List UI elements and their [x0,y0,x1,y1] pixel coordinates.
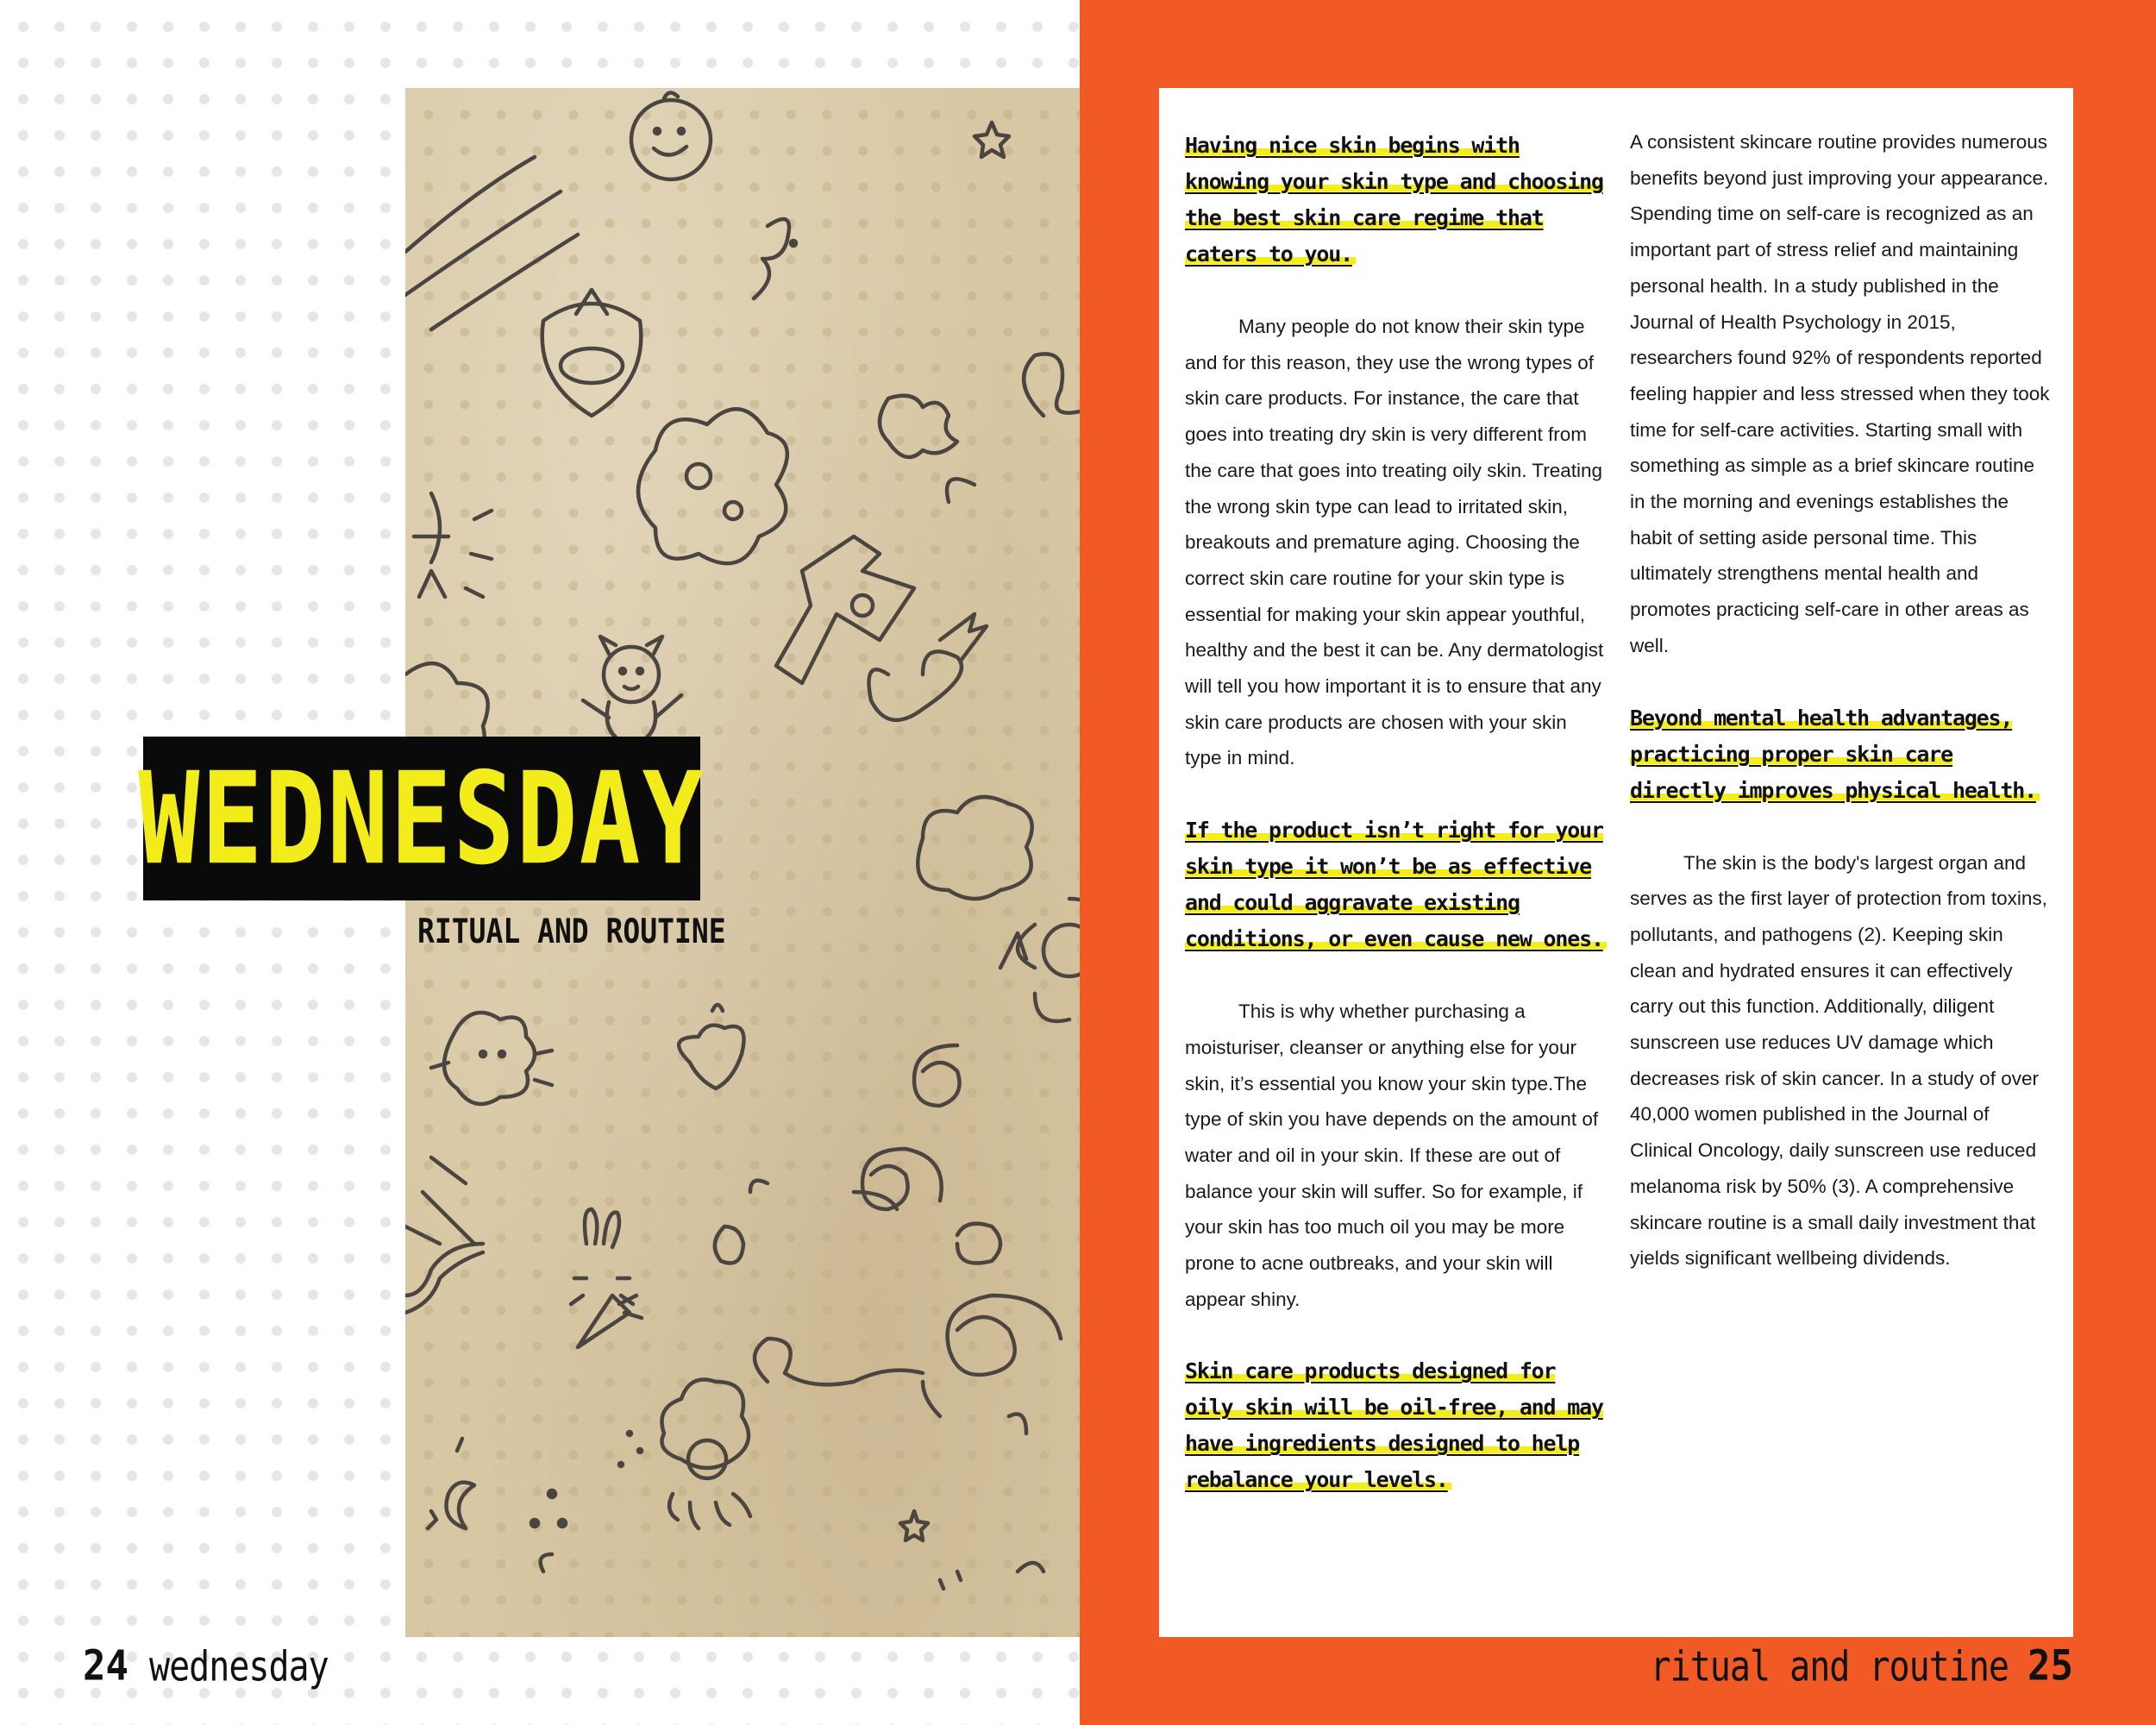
body-paragraph: The skin is the body's largest organ and serves as the first layer of protection from toxins, pollutants, and pathogens (2). Keeping skin clean and hydrated ensures it can effectively carry out this function. Additionally, diligent sunscreen use reduces UV damage which decreases risk of skin cancer. In a study of over 40,000 women published in the Journal of Clinical Oncology, daily sunscreen use reduced melanoma risk by 50% (3). A comprehensive skincare routine is a small daily investment that yields significant wellbeing dividends. [1630,851,2047,1270]
title-banner [138,737,705,900]
left-folio [83,1641,329,1691]
article-column-1 [1185,128,1608,1498]
body-paragraph: Many people do not know their skin type and for this reason, they use the wrong types of skin care products. For instance, the care that goes into treating dry skin is very different from the care that goes into treating oily skin. Treating the wrong skin type can lead to irritated skin, breakouts and premature aging. Choosing the correct skin care routine for your skin type is essential for making your skin appear youthful, healthy and the best it can be. Any dermatologist will tell you how important it is to ensure that any skin care products are chosen with your skin type in mind. [1185,316,1604,769]
article-column-2 [1630,124,2053,1276]
left-running-head: wednesday [148,1643,329,1691]
pull-quote: Beyond mental health advantages, practicing proper skin care directly improves physical health. [1630,700,2053,809]
right-folio [1650,1641,2073,1691]
pull-quote: If the product isn’t right for your skin type it won’t be as effective and could aggravate existing conditions, or even cause new ones. [1185,812,1608,957]
body-paragraph: A consistent skincare routine provides numerous benefits beyond just improving your appearance. Spending time on self-care is recognized as an important part of stress relief and maintaining personal health. In a study published in the Journal of Health Psychology in 2015, researchers found 92% of respondents reported feeling happier and less stressed when they took time for self-care activities. Starting small with something as simple as a brief skincare routine in the morning and evenings establishes the habit of setting aside personal time. This ultimately strengthens mental health and promotes practicing self-care in other areas as well. [1630,131,2050,656]
page-subtitle: RITUAL AND ROUTINE [417,911,726,951]
right-page-number: 25 [2028,1641,2073,1690]
pull-quote: Skin care products designed for oily skin will be oil-free, and may have ingredients designed to help rebalance your levels. [1185,1358,1603,1493]
body-paragraph: This is why whether purchasing a moisturiser, cleanser or anything else for your skin, it’s essential you know your skin type.The type of skin you have depends on the amount of water and oil in your skin. If these are out of balance your skin will suffer. So for example, if your skin has too much oil you may be more prone to acne outbreaks, and your skin will appear shiny. [1185,1000,1599,1310]
right-running-head: ritual and routine [1650,1643,2009,1691]
article-card [1159,88,2073,1637]
right-page [1080,0,2156,1725]
pull-quote: Having nice skin begins with knowing your skin type and choosing the best skin care regime that caters to you. [1185,133,1603,267]
left-page-number: 24 [83,1641,128,1690]
page-title: WEDNESDAY [138,743,705,894]
